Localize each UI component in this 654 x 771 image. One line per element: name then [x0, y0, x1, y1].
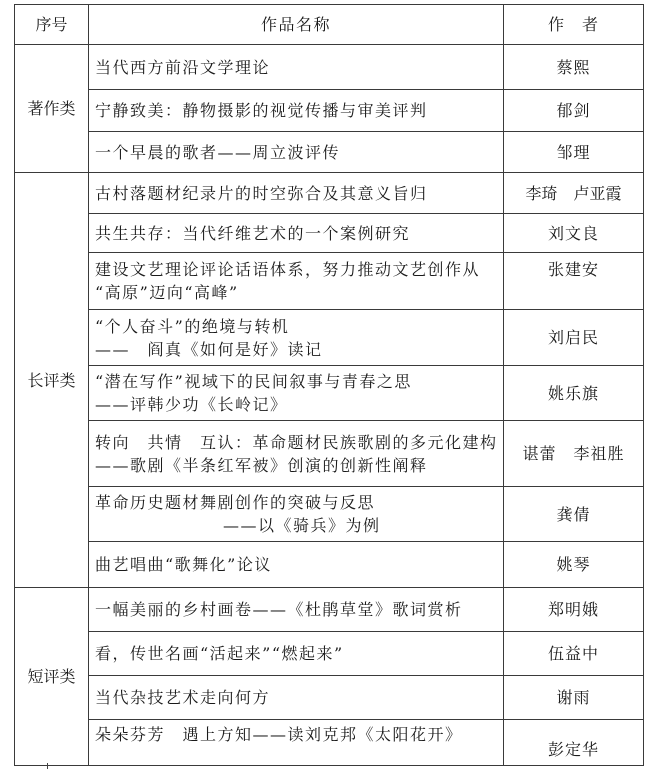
awards-table — [14, 4, 644, 766]
work-author: 龚倩 — [504, 487, 644, 542]
work-author: 彭定华 — [504, 720, 644, 766]
work-author: 伍益中 — [504, 632, 644, 676]
work-author: 谌蕾 李祖胜 — [504, 421, 644, 487]
header-title: 作品名称 — [89, 5, 504, 45]
table-row — [15, 132, 644, 173]
work-author: 谢雨 — [504, 676, 644, 720]
work-author: 刘文良 — [504, 214, 644, 253]
category-cell: 长评类 — [15, 173, 89, 588]
work-title: “潜在写作”视域下的民间叙事与青春之思 ——评韩少功《长岭记》 — [89, 366, 504, 421]
work-title: 宁静致美：静物摄影的视觉传播与审美评判 — [89, 90, 504, 132]
work-title: 古村落题材纪录片的时空弥合及其意义旨归 — [89, 173, 504, 214]
table-row — [15, 253, 644, 310]
table-row — [15, 487, 644, 542]
work-title: 一幅美丽的乡村画卷——《杜鹃草堂》歌词赏析 — [89, 588, 504, 632]
work-title: 当代西方前沿文学理论 — [89, 45, 504, 90]
table-row — [15, 720, 644, 766]
table-row — [15, 310, 644, 366]
work-author: 姚琴 — [504, 542, 644, 588]
category-cell: 著作类 — [15, 45, 89, 173]
table-row — [15, 45, 644, 90]
table-row — [15, 90, 644, 132]
work-author: 郁剑 — [504, 90, 644, 132]
work-title: 一个早晨的歌者——周立波评传 — [89, 132, 504, 173]
work-author: 郑明娥 — [504, 588, 644, 632]
table-row — [15, 214, 644, 253]
table-header-row — [15, 5, 644, 45]
work-author: 邹理 — [504, 132, 644, 173]
table-row — [15, 676, 644, 720]
work-author: 李琦 卢亚霞 — [504, 173, 644, 214]
work-author: 刘启民 — [504, 310, 644, 366]
table-row — [15, 588, 644, 632]
work-title: 建设文艺理论评论话语体系，努力推动文艺创作从 “高原”迈向“高峰” — [89, 253, 504, 310]
header-index: 序号 — [15, 5, 89, 45]
work-author: 蔡熙 — [504, 45, 644, 90]
table-row — [15, 421, 644, 487]
work-title: 当代杂技艺术走向何方 — [89, 676, 504, 720]
table-row — [15, 173, 644, 214]
header-author: 作 者 — [504, 5, 644, 45]
table-row — [15, 542, 644, 588]
work-title: 朵朵芬芳 遇上方知——读刘克邦《太阳花开》 — [89, 720, 504, 766]
category-cell: 短评类 — [15, 588, 89, 766]
work-title: 曲艺唱曲“歌舞化”论议 — [89, 542, 504, 588]
work-title: 看，传世名画“活起来”“燃起来” — [89, 632, 504, 676]
work-author: 张建安 — [504, 253, 644, 310]
work-title: 转向 共情 互认：革命题材民族歌剧的多元化建构 ——歌剧《半条红军被》创演的创新性阐释 — [89, 421, 504, 487]
work-title: “个人奋斗”的绝境与转机 —— 阎真《如何是好》读记 — [89, 310, 504, 366]
page-edge-mark — [47, 763, 48, 769]
work-title: 革命历史题材舞剧创作的突破与反思 ——以《骑兵》为例 — [89, 487, 504, 542]
work-title: 共生共存：当代纤维艺术的一个案例研究 — [89, 214, 504, 253]
table-row — [15, 366, 644, 421]
table-row — [15, 632, 644, 676]
work-author: 姚乐旗 — [504, 366, 644, 421]
